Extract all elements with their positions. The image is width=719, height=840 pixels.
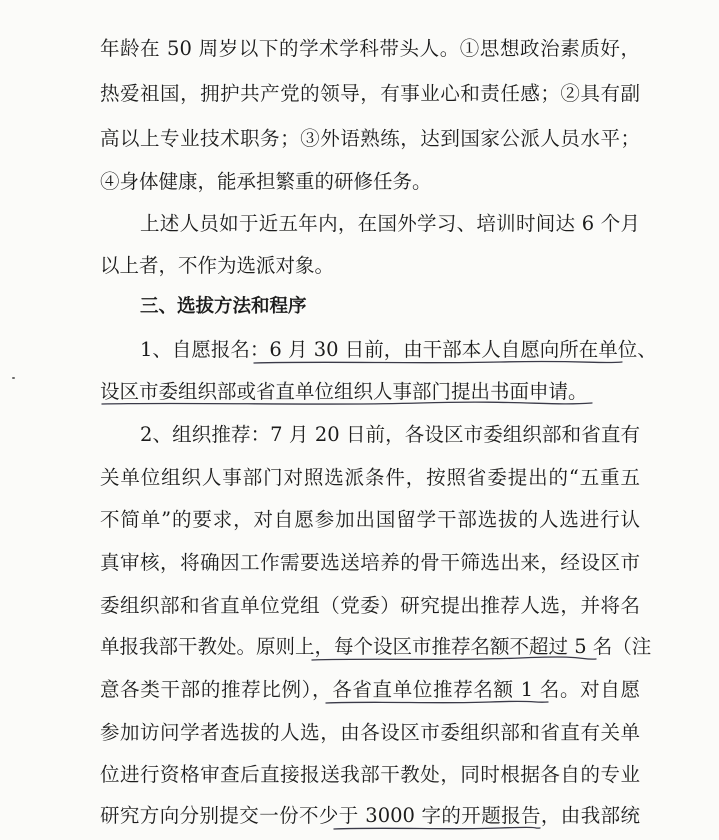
text-line-13: 真审核，将确因工作需要选送培养的骨干筛选出来，经设区市 — [100, 551, 640, 574]
text-line-15: 单报我部干教处。原则上，每个设区市推荐名额不超过 5 名（注 — [100, 635, 652, 658]
text-line-1: 年龄在 50 周岁以下的学术学科带头人。①思想政治素质好， — [100, 37, 640, 60]
text-line-19: 研究方向分别提交一份不少于 3000 字的开题报告，由我部统 — [100, 804, 640, 827]
text-line-5: 上述人员如于近五年内，在国外学习、培训时间达 6 个月 — [140, 212, 640, 235]
text-line-9: 设区市委组织部或省直单位组织人事部门提出书面申请。 — [100, 380, 588, 403]
section-heading: 三、选拔方法和程序 — [140, 296, 307, 317]
text-line-17: 参加访问学者选拔的人选，由各设区市委组织部和省直有关单 — [100, 721, 640, 744]
scan-speck — [12, 377, 15, 379]
text-line-4: ④身体健康，能承担繁重的研修任务。 — [100, 170, 432, 193]
text-line-6: 以上者，不作为选派对象。 — [100, 254, 335, 277]
text-line-2: 热爱祖国，拥护共产党的领导，有事业心和责任感；②具有副 — [100, 82, 640, 105]
text-line-12: 不简单”的要求，对自愿参加出国留学干部选拔的人选进行认 — [100, 508, 640, 531]
text-line-10: 2、组织推荐：7 月 20 日前，各设区市委组织部和省直有 — [140, 423, 640, 446]
text-line-16: 意各类干部的推荐比例），各省直单位推荐名额 1 名。对自愿 — [100, 678, 640, 701]
text-line-11: 关单位组织人事部门对照选派条件，按照省委提出的“五重五 — [100, 466, 640, 489]
text-line-3: 高以上专业技术职务；③外语熟练，达到国家公派人员水平； — [100, 127, 640, 150]
text-line-8: 1、自愿报名：6 月 30 日前，由干部本人自愿向所在单位、 — [140, 338, 657, 361]
text-line-14: 委组织部和省直单位党组（党委）研究提出推荐人选，并将名 — [100, 594, 640, 617]
text-line-18: 位进行资格审查后直接报送我部干教处，同时根据各自的专业 — [100, 763, 640, 786]
